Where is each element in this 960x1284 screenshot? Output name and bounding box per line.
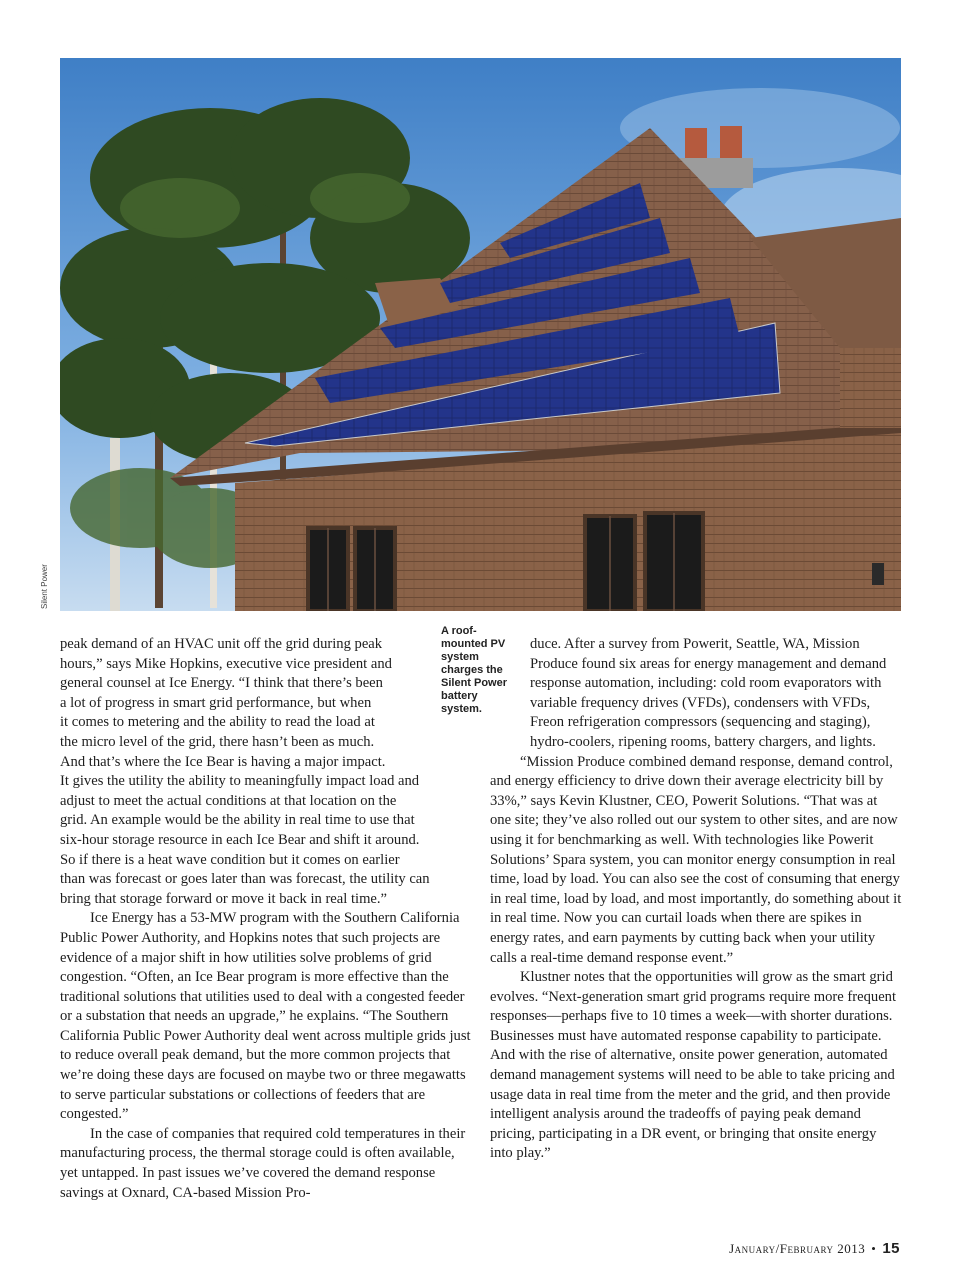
text-line: than was forecast or goes later than was forecast, the utility can bbox=[60, 871, 430, 888]
right-paragraph-1: duce. After a survey from Powerit, Seattle, WA, Mission Produce found six areas for energy management and demand response automation, including: cold room evaporators with variable frequency drives (VFDs), condensers with VFDs, Freon refrigeration compressors (sequencing and staging), hydro-coolers, ripening rooms, battery chargers, and lights. bbox=[530, 636, 887, 750]
right-paragraph-3: Klustner notes that the opportunities will grow as the smart grid evolves. “Next-generation smart grid programs require more frequent responses—perhaps five to 10 times a week—with shorter durations. Businesses must have automated response capability to participate. And with the rise of alternative, onsite power generation, automated demand management systems will need to be able to take pricing and usage data in real time from the meter and the grid, and then provide intelligent analysis around the tradeoffs of paying peak demand pricing, participating in a DR event, or bringing that onsite energy into play.” bbox=[490, 969, 897, 1162]
text-line: six-hour storage resource in each Ice Bear and shift it around. bbox=[60, 831, 420, 848]
page-footer bbox=[729, 1240, 900, 1257]
text-line: adjust to meet the actual conditions at that location on the bbox=[60, 792, 397, 809]
text-line: It gives the utility the ability to meaningfully impact load and bbox=[60, 773, 420, 790]
text-line: grid. An example would be the ability in real time to use that bbox=[60, 812, 415, 829]
text-line: And that’s where the Ice Bear is having a major impact. bbox=[60, 753, 386, 770]
text-line: hours,” says Mike Hopkins, executive vice president and bbox=[60, 655, 392, 672]
issue-date: January/February 2013 bbox=[729, 1241, 866, 1256]
text-line: it comes to metering and the ability to read the load at bbox=[60, 714, 375, 731]
left-paragraph-2: Ice Energy has a 53-MW program with the Southern California Public Power Authority, and Hopkins notes that such projects are evidence of a major shift in how utilities solve problems of grid congestion. “Often, an Ice Bear program is more effective than the traditional solutions that utilities used to deal with a congested feeder or a substation that needs an upgrade,” he explains. “The Southern California Public Power Authority deal went across multiple grids just to reduce overall peak demand, but the more common projects that we’re doing these days are focused on maybe two or three megawatts to serve particular substations or collections of feeders that are congested.” bbox=[60, 910, 471, 1123]
left-column bbox=[60, 635, 472, 1203]
text-line: So if there is a heat wave condition but it comes on earlier bbox=[60, 851, 400, 868]
page-number: 15 bbox=[882, 1240, 900, 1257]
left-paragraph-3: In the case of companies that required cold temperatures in their manufacturing process, the thermal storage could is often available, yet untapped. In past issues we’ve covered the demand response savings at Oxnard, CA-based Mission Pro- bbox=[60, 1125, 466, 1201]
rooftop-solar-photo bbox=[60, 58, 901, 611]
text-line: bring that storage forward or move it back in real time.” bbox=[60, 890, 388, 907]
text-line: general counsel at Ice Energy. “I think that there’s been bbox=[60, 675, 383, 692]
text-line: a lot of progress in smart grid performance, but when bbox=[60, 694, 372, 711]
photo-caption: A roof-mounted PV system charges the Silent Power battery system. bbox=[441, 625, 508, 715]
text-line: the micro level of the grid, there hasn’t been as much. bbox=[60, 733, 375, 750]
right-column bbox=[490, 635, 902, 1164]
photo-credit: Silent Power bbox=[40, 564, 49, 609]
right-paragraph-2: “Mission Produce combined demand response, demand control, and energy efficiency to drive down their average electricity bill by 33%,” says Kevin Klustner, CEO, Powerit Solutions. “That was at one site; they’ve also rolled out our system to other sites, and are now using it for benchmarking as well. With technologies like Powerit Solutions’ Spara system, you can monitor energy consumption in real time, load by load. You can also see the cost of consuming that energy in real time, load by load, and most importantly, do something about it in real time. Now you can curtail loads when there are spikes in energy rates, and earn payments by cutting back when your utility calls a real-time demand response event.” bbox=[490, 753, 902, 966]
footer-bullet: • bbox=[871, 1241, 877, 1256]
left-paragraph-1 bbox=[60, 635, 472, 909]
text-line: peak demand of an HVAC unit off the grid during peak bbox=[60, 636, 383, 652]
